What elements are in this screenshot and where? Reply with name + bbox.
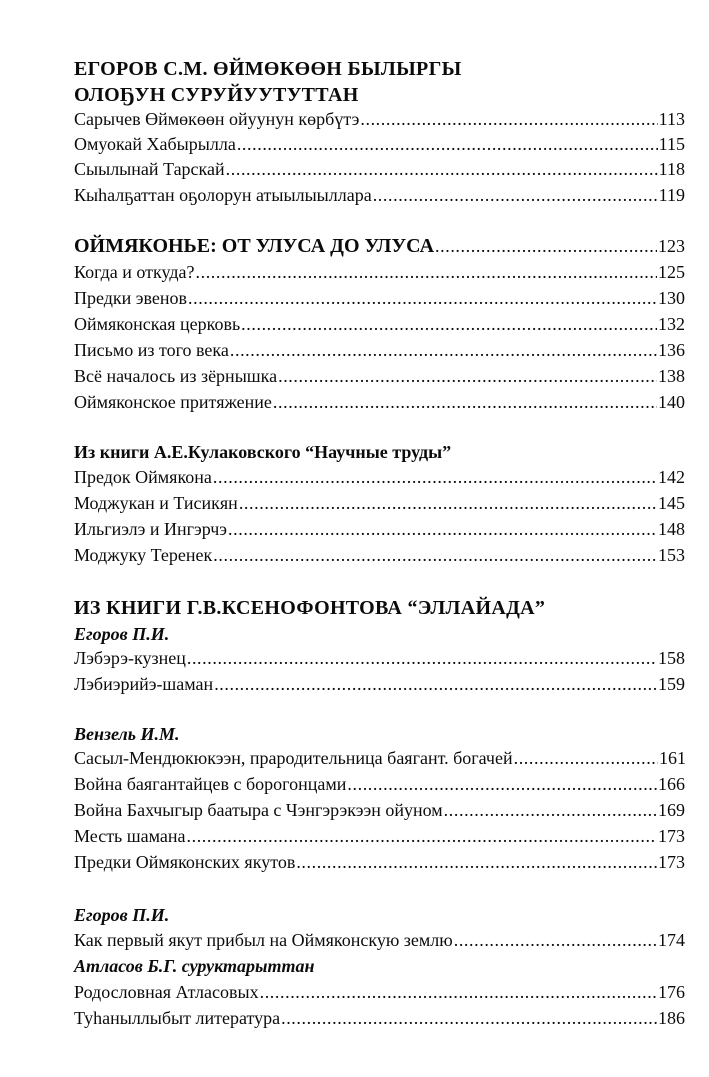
toc-section-entry[interactable] [74,235,685,259]
toc-entry[interactable] [74,519,685,543]
dot-leader [187,826,658,847]
toc-entry[interactable] [74,674,685,698]
dot-leader [281,1008,657,1029]
dot-leader [273,392,657,413]
toc-entry[interactable] [74,493,685,517]
toc-entry[interactable] [74,774,685,798]
toc-entry[interactable] [74,185,685,209]
entry-page: 136 [658,340,685,360]
entry-title: Ильгиэлэ и Ингэрчэ [74,519,228,539]
entry-page: 174 [658,930,685,950]
toc-entry[interactable] [74,930,685,954]
entry-page: 148 [658,519,685,539]
entry-title: Моджуку Теренек [74,545,213,565]
entry-page: 118 [658,159,685,179]
author-heading: Вензель И.М. [74,724,180,744]
dot-leader [226,159,658,180]
entry-page: 119 [658,185,685,205]
entry-title: Сасыл-Мендюкюкээн, прародительница баягант. богачей [74,748,513,768]
entry-page: 186 [658,1008,685,1028]
dot-leader [187,648,657,669]
entry-page: 138 [658,366,685,386]
toc-entry[interactable] [74,800,685,824]
entry-title: Месть шамана [74,826,186,846]
entry-title: Всё началось из зёрнышка [74,366,278,386]
dot-leader [188,288,657,309]
entry-title: Письмо из того века [74,340,229,360]
author-heading: Егоров П.И. [74,905,170,925]
entry-page: 140 [658,392,685,412]
entry-title: Лэбэрэ-кузнец [74,648,186,668]
dot-leader [196,262,658,283]
entry-title: Моджукан и Тисикян [74,493,238,513]
entry-page: 173 [658,852,685,872]
entry-page: 153 [658,545,685,565]
entry-page: 125 [658,262,685,282]
entry-page: 173 [658,826,685,846]
dot-leader [373,185,658,206]
entry-page: 130 [658,288,685,308]
entry-page: 113 [658,109,685,129]
dot-leader [228,519,657,540]
dot-leader [296,852,657,873]
dot-leader [454,930,657,951]
entry-title: Туhаныллыбыт литература [74,1008,281,1028]
entry-title: Сарычев Өймөкөөн ойуунун көрбүтэ [74,109,360,129]
entry-title: Лэбиэрийэ-шаман [74,674,214,694]
entry-title: Оймяконская церковь [74,314,241,334]
entry-title: Война баягантайцев с борогонцами [74,774,347,794]
entry-title: Оймяконское притяжение [74,392,272,412]
dot-leader [237,134,658,155]
toc-entry[interactable] [74,982,685,1006]
entry-page: 159 [658,674,685,694]
dot-leader [444,800,657,821]
section-heading-egorov-sm-line-2: ОЛОҔУН СУРУЙУУТУТТАН [74,84,359,106]
entry-title: Война Бахчыгыр баатыра с Чэнгэрэкээн ойуном [74,800,443,820]
entry-page: 123 [658,236,685,256]
toc-entry[interactable] [74,262,685,286]
entry-title: Предки эвенов [74,288,188,308]
toc-entry[interactable] [74,826,685,850]
toc-entry[interactable] [74,134,685,158]
author-heading: Егоров П.И. [74,624,170,644]
entry-page: 161 [659,748,686,768]
dot-leader [239,493,657,514]
entry-title: Родословная Атласовых [74,982,259,1002]
dot-leader [360,109,657,130]
author-heading: Атласов Б.Г. суруктарыттан [74,956,315,976]
toc-entry[interactable] [74,159,685,183]
dot-leader [514,748,658,769]
entry-title: Омуокай Хабырылла [74,134,236,154]
entry-page: 166 [658,774,685,794]
dot-leader [347,774,657,795]
section-heading-egorov-sm-line-1: ЕГОРОВ С.М. ӨЙМӨКӨӨН БЫЛЫРГЫ [74,58,462,80]
dot-leader [241,314,657,335]
section-heading-oymyakonye: ОЙМЯКОНЬЕ: ОТ УЛУСА ДО УЛУСА [74,235,435,257]
entry-title: Кыhалҕаттан оҕолорун атыылыыллара [74,185,372,205]
entry-page: 158 [658,648,685,668]
dot-leader [278,366,657,387]
entry-title: Когда и откуда? [74,262,195,282]
entry-title: Как первый якут прибыл на Оймяконскую землю [74,930,453,950]
entry-page: 115 [658,134,685,154]
entry-page: 169 [658,800,685,820]
toc-entry[interactable] [74,340,685,364]
dot-leader [213,545,657,566]
dot-leader [214,674,657,695]
entry-title: Сыылынай Тарскай [74,159,225,179]
section-heading-kulakovsky: Из книги А.Е.Кулаковского “Научные труды” [74,442,452,462]
toc-entry[interactable] [74,648,685,672]
section-heading-ksenofontov: ИЗ КНИГИ Г.В.КСЕНОФОНТОВА “ЭЛЛАЙАДА” [74,597,546,619]
dot-leader [213,467,657,488]
toc-entry[interactable] [74,748,686,772]
dot-leader [435,236,657,257]
toc-entry[interactable] [74,545,685,569]
toc-entry[interactable] [74,1008,685,1032]
toc-entry[interactable] [74,852,685,876]
toc-entry[interactable] [74,366,685,390]
toc-entry[interactable] [74,288,685,312]
entry-page: 132 [658,314,685,334]
dot-leader [260,982,657,1003]
dot-leader [230,340,657,361]
toc-entry[interactable] [74,467,685,491]
entry-page: 145 [658,493,685,513]
entry-page: 176 [658,982,685,1002]
toc-entry[interactable] [74,392,685,416]
toc-entry[interactable] [74,109,685,133]
entry-title: Предки Оймяконских якутов [74,852,296,872]
entry-title: Предок Оймякона [74,467,212,487]
toc-entry[interactable] [74,314,685,338]
entry-page: 142 [658,467,685,487]
